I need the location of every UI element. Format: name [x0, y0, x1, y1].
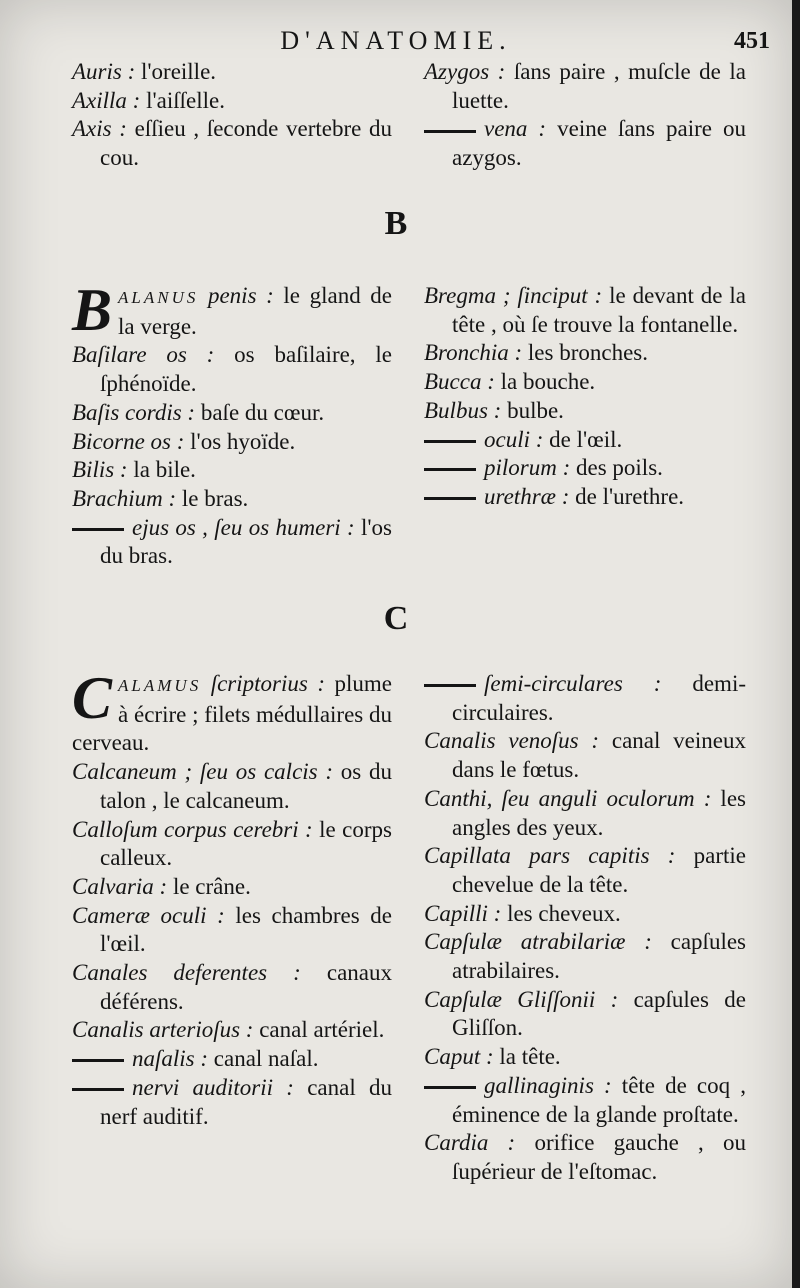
glossary-entry [72, 1016, 392, 1045]
latin-term: Cameræ oculi : [72, 902, 225, 928]
dropcap-entry [72, 665, 392, 758]
french-definition: l'oreille. [135, 59, 217, 84]
french-definition: l'aiſſelle. [140, 87, 225, 113]
french-definition: le bras. [176, 485, 249, 511]
glossary-entry [72, 1074, 392, 1131]
french-definition: les angles des yeux. [452, 785, 746, 840]
french-definition: canal naſal. [208, 1046, 319, 1072]
latin-term: ejus os , ſeu os humeri : [132, 514, 355, 540]
glossary-entry [72, 456, 392, 485]
latin-term: urethræ : [484, 483, 570, 509]
glossary-entry [424, 670, 746, 727]
glossary-entry [72, 902, 392, 959]
glossary-entry [424, 785, 746, 842]
glossary-entry [424, 1072, 746, 1129]
glossary-entry [72, 87, 392, 116]
glossary-entry [72, 399, 392, 428]
french-definition: veine ſans paire ou azygos. [452, 116, 747, 171]
glossary-entry [424, 368, 746, 397]
smallcaps-term: ALANUS [118, 288, 199, 307]
latin-term: Capſulæ Gliſſonii : [424, 986, 619, 1012]
section-heading-b: B [384, 205, 408, 242]
latin-term: ſcriptorius : [201, 671, 325, 696]
ditto-dash [72, 1088, 124, 1091]
glossary-entry [424, 1043, 746, 1072]
french-definition: la bile. [127, 457, 196, 483]
section-b-right-column [424, 282, 746, 512]
french-definition: os du talon , le calcaneum. [100, 759, 393, 813]
glossary-entry [72, 816, 392, 873]
latin-term: nervi auditorii : [132, 1074, 294, 1100]
glossary-entry [424, 58, 746, 115]
glossary-entry [72, 341, 392, 398]
section-a-left-column [72, 58, 392, 173]
glossary-entry [424, 483, 746, 512]
latin-term: Cardia : [424, 1130, 516, 1156]
dropcap-entry [72, 277, 393, 343]
french-definition: l'os du bras. [100, 514, 392, 569]
dropcap-text [72, 277, 393, 343]
latin-term: Canalis arterioſus : [72, 1017, 254, 1043]
latin-term: pilorum : [484, 455, 571, 481]
latin-term: Baſilare os : [72, 342, 215, 368]
glossary-entry [72, 758, 392, 815]
latin-term: Canthi, ſeu anguli oculorum : [424, 785, 712, 811]
french-definition: bulbe. [501, 397, 564, 423]
french-definition: la bouche. [494, 369, 596, 395]
glossary-entry [72, 514, 392, 571]
glossary-entry [72, 428, 392, 457]
latin-term: gallinaginis : [484, 1072, 612, 1098]
ditto-dash [72, 528, 124, 531]
french-definition: les bronches. [522, 340, 648, 366]
latin-term: Brachium : [72, 485, 177, 511]
french-definition: capſules de Gliſſon. [452, 986, 746, 1041]
french-definition: tête de coq , éminence de la glande proſtate. [452, 1072, 747, 1127]
dropcap-text [72, 665, 392, 758]
latin-term: naſalis : [132, 1046, 209, 1072]
latin-term: Calcaneum ; ſeu os calcis : [72, 759, 334, 785]
latin-term: Bicorne os : [72, 428, 185, 454]
glossary-entry [72, 58, 392, 87]
ditto-dash [424, 440, 476, 443]
latin-term: Bregma ; ſinciput : [424, 283, 603, 308]
section-c-left-column [72, 665, 393, 1131]
glossary-entry [424, 426, 746, 455]
glossary-entry [72, 1045, 392, 1074]
french-definition: de l'urethre. [569, 483, 685, 509]
french-definition: canal artériel. [253, 1017, 385, 1043]
latin-term: Axilla : [72, 87, 141, 113]
glossary-entry [72, 485, 392, 514]
french-definition: eſſieu , ſeconde vertebre du cou. [100, 116, 392, 171]
french-definition: des poils. [570, 455, 663, 481]
french-definition: demi-circulaires. [452, 671, 746, 725]
french-definition: capſules atrabilaires. [452, 929, 746, 984]
latin-term: Capilli : [424, 900, 502, 926]
french-definition: plume à écrire ; filets médullaires du cerveau. [72, 671, 392, 756]
latin-term: Bilis : [72, 457, 128, 483]
french-definition: les chambres de l'œil. [100, 902, 392, 957]
glossary-entry [424, 928, 746, 985]
glossary-entry [424, 339, 746, 368]
french-definition: canal du nerf auditif. [100, 1074, 392, 1129]
glossary-entry [424, 900, 746, 929]
glossary-entry [424, 454, 746, 483]
latin-term: Capillata pars capitis : [424, 843, 676, 869]
latin-term: Azygos : [424, 59, 506, 84]
ditto-dash [424, 684, 476, 687]
french-definition: os baſilaire, le ſphénoïde. [100, 342, 392, 397]
latin-term: Bucca : [424, 369, 495, 395]
glossary-entry [72, 873, 392, 902]
french-definition: le crâne. [167, 873, 251, 899]
french-definition: les cheveux. [501, 900, 621, 926]
section-a-right-column [424, 58, 746, 173]
section-heading-c: C [383, 600, 409, 637]
french-definition: canaux déférens. [100, 960, 392, 1014]
latin-term: Canales deferentes : [72, 960, 301, 986]
french-definition: partie chevelue de la tête. [452, 843, 747, 897]
ditto-dash [424, 130, 476, 133]
latin-term: Capſulæ atrabilariæ : [424, 929, 652, 955]
latin-term: ſemi-circulares : [484, 671, 662, 696]
french-definition: l'os hyoïde. [184, 428, 296, 454]
section-b-left-column [72, 277, 393, 571]
latin-term: vena : [484, 116, 547, 142]
drop-cap: C [72, 665, 113, 731]
french-definition: baſe du cœur. [195, 399, 325, 425]
latin-term: Bronchia : [424, 340, 523, 366]
latin-term: Axis : [72, 116, 127, 142]
french-definition: la tête. [493, 1044, 561, 1070]
glossary-entry [72, 115, 392, 172]
glossary-entry [424, 727, 746, 784]
latin-term: Bulbus : [424, 397, 502, 423]
glossary-entry [424, 397, 746, 426]
french-definition: le gland de la verge. [118, 283, 393, 339]
glossary-entry [424, 986, 746, 1043]
page-number: 451 [734, 28, 770, 54]
latin-term: Baſis cordis : [72, 399, 196, 425]
drop-cap: B [72, 277, 113, 343]
smallcaps-term: ALAMUS [118, 676, 202, 695]
latin-term: Calvaria : [72, 873, 168, 899]
glossary-entry [72, 959, 392, 1016]
glossary-entry [424, 1129, 746, 1186]
ditto-dash [424, 1086, 476, 1089]
latin-term: Calloſum corpus cerebri : [72, 816, 313, 842]
running-head: D'ANATOMIE. [280, 26, 512, 55]
latin-term: penis : [198, 283, 274, 308]
glossary-entry [424, 842, 746, 899]
french-definition: orifice gauche , ou ſupérieur de l'eſtomac. [452, 1130, 746, 1184]
latin-term: Caput : [424, 1044, 494, 1070]
french-definition: de l'œil. [543, 426, 623, 452]
french-definition: canal veineux dans le fœtus. [452, 728, 746, 783]
latin-term: Canalis venoſus : [424, 728, 600, 754]
ditto-dash [424, 468, 476, 471]
french-definition: le corps calleux. [100, 816, 392, 871]
glossary-entry [424, 115, 746, 172]
french-definition: ſans paire , muſcle de la luette. [452, 59, 746, 113]
section-c-right-column [424, 670, 746, 1187]
french-definition: le devant de la tête , où ſe trouve la fontanelle. [452, 283, 746, 337]
ditto-dash [424, 497, 476, 500]
glossary-entry [424, 282, 746, 339]
latin-term: oculi : [484, 426, 544, 452]
latin-term: Auris : [72, 59, 136, 84]
ditto-dash [72, 1059, 124, 1062]
